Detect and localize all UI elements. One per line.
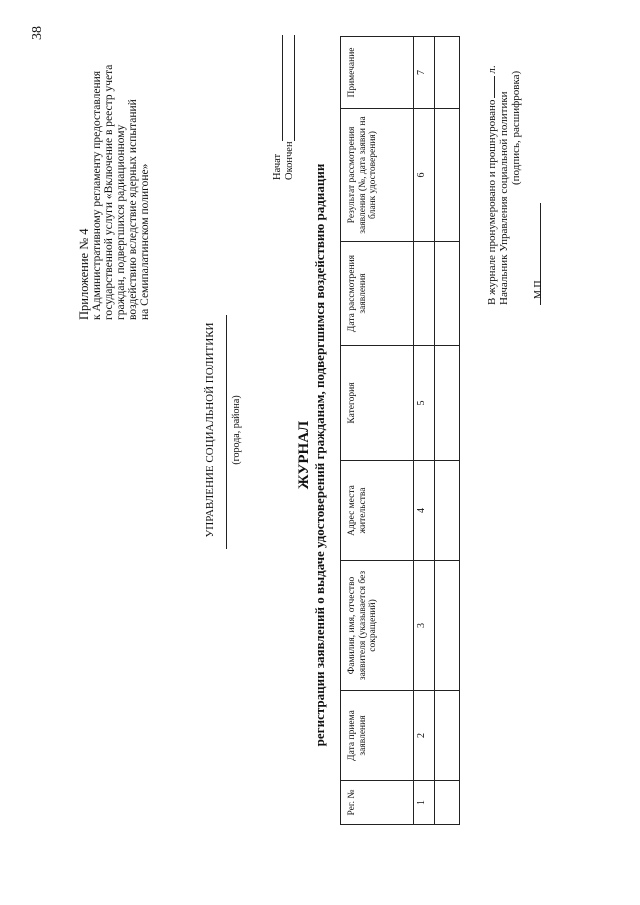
header-review-result: Результат рассмотрения заявления (№, дата заявки на бланк удостоверения) bbox=[341, 109, 414, 242]
column-number: 5 bbox=[414, 346, 435, 461]
header-note: Примечание bbox=[341, 37, 414, 109]
pages-fill-line bbox=[494, 76, 495, 98]
table-cell bbox=[435, 37, 460, 109]
table-header-row bbox=[341, 37, 414, 825]
journal-table bbox=[340, 36, 460, 825]
header-reg-number: Рег. № bbox=[341, 781, 414, 825]
column-number: 4 bbox=[414, 461, 435, 561]
table-cell bbox=[435, 561, 460, 691]
journal-subtitle: регистрации заявлений о выдаче удостоверений гражданам, подвергшимся воздействию радиации bbox=[312, 163, 327, 747]
footer-head-title: Начальник Управления социальной политики bbox=[498, 91, 510, 305]
journal-title: ЖУРНАЛ bbox=[296, 420, 312, 490]
appendix-line: к Административному регламенту предоставления bbox=[91, 70, 103, 320]
column-number: 1 bbox=[414, 781, 435, 825]
table-number-row bbox=[414, 37, 435, 825]
organization-hint: (города, района) bbox=[231, 395, 242, 465]
footer-line-pages bbox=[486, 65, 498, 305]
footer-pages-suffix: л. bbox=[486, 65, 498, 74]
table-row bbox=[435, 37, 460, 825]
table-cell bbox=[435, 461, 460, 561]
ended-label: Окончен bbox=[284, 141, 295, 180]
page-number: 38 bbox=[30, 26, 45, 40]
footer-pages-text: В журнале пронумеровано и прошнуровано bbox=[486, 99, 498, 305]
column-number: 6 bbox=[414, 109, 435, 242]
appendix-line: государственной услуги «Включение в реестр учета bbox=[103, 64, 115, 320]
organization-name: УПРАВЛЕНИЕ СОЦИАЛЬНОЙ ПОЛИТИКИ bbox=[204, 322, 216, 538]
table-cell bbox=[435, 242, 460, 346]
appendix-note bbox=[78, 65, 151, 320]
appendix-line: воздействию вследствие ядерных испытаний bbox=[127, 99, 139, 320]
table-cell bbox=[435, 346, 460, 461]
stamp-label: М.П bbox=[533, 280, 544, 299]
table-cell bbox=[435, 781, 460, 825]
header-address: Адрес места жительства bbox=[341, 461, 414, 561]
column-number: 7 bbox=[414, 37, 435, 109]
column-number: 3 bbox=[414, 561, 435, 691]
header-receipt-date: Дата приема заявления bbox=[341, 691, 414, 781]
footer-signature-hint: (подпись, расшифровка) bbox=[510, 70, 522, 185]
organization-fill-line bbox=[226, 315, 227, 549]
appendix-line: Приложение № 4 bbox=[77, 228, 91, 320]
ended-fill-line bbox=[294, 35, 295, 141]
header-category: Категория bbox=[341, 346, 414, 461]
table-cell bbox=[435, 109, 460, 242]
appendix-line: граждан, подвергшихся радиационному bbox=[115, 124, 127, 320]
header-review-date: Дата рассмотрения заявления bbox=[341, 242, 414, 346]
started-fill-line bbox=[282, 35, 283, 141]
header-applicant-name: Фамилия, имя, отчество заявителя (указывается без сокращений) bbox=[341, 561, 414, 691]
appendix-line: на Семипалатинском полигоне» bbox=[139, 163, 151, 320]
started-label: Начат bbox=[272, 153, 283, 180]
footer-note bbox=[486, 65, 522, 305]
table-cell bbox=[435, 691, 460, 781]
column-number bbox=[414, 242, 435, 346]
column-number: 2 bbox=[414, 691, 435, 781]
